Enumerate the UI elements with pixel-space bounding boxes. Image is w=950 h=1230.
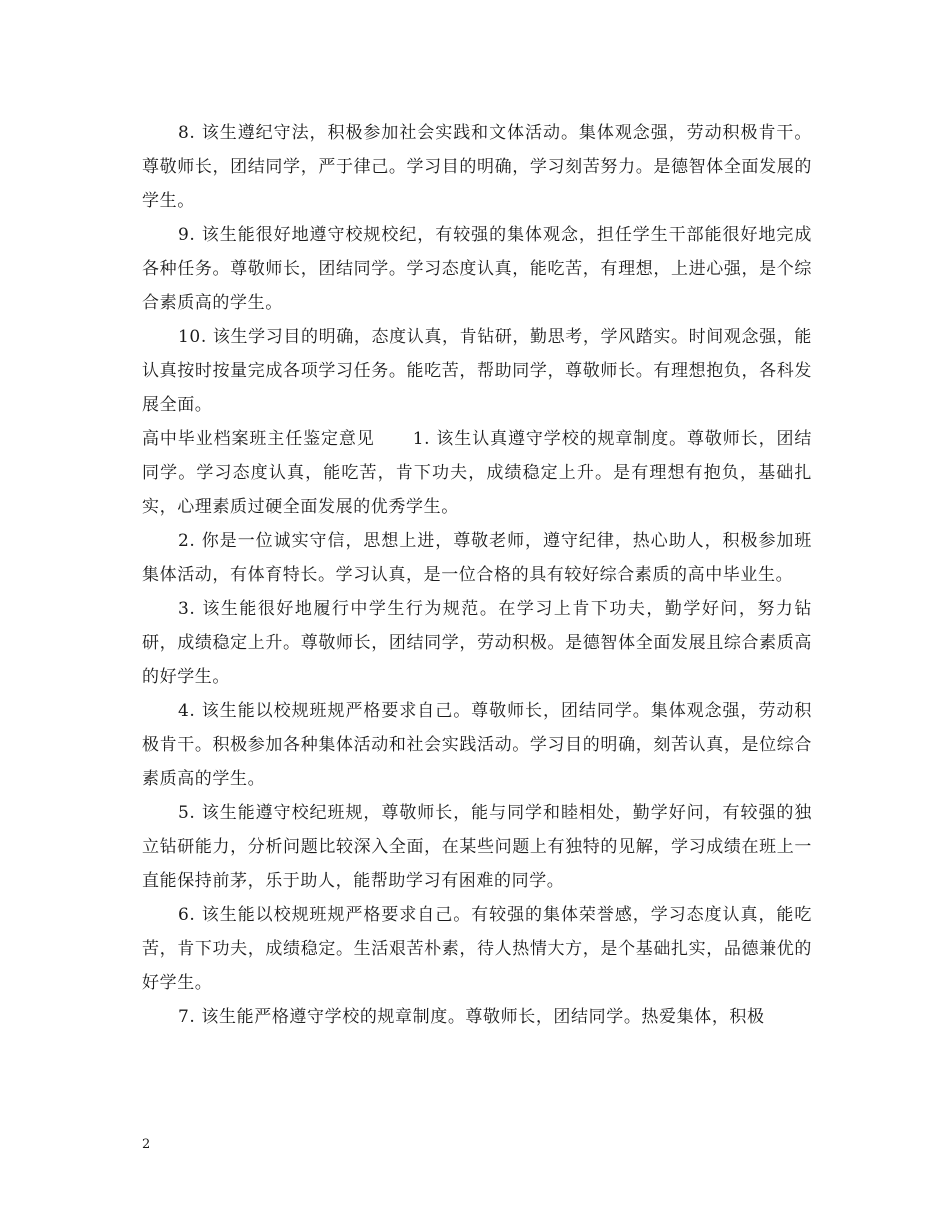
section-paragraph bbox=[142, 422, 812, 524]
paragraph-item-2: 2. 你是一位诚实守信，思想上进，尊敬老师，遵守纪律，热心助人，积极参加班集体活动，有体育特长。学习认真，是一位合格的具有较好综合素质的高中毕业生。 bbox=[142, 531, 812, 585]
section-title: 高中毕业档案班主任鉴定意见 bbox=[142, 429, 375, 449]
paragraph-item-1: 1. 该生认真遵守学校的规章制度。尊敬师长，团结同学。学习态度认真，能吃苦，肯下功夫，成绩稳定上升。是有理想有抱负，基础扎实，心理素质过硬全面发展的优秀学生。 bbox=[142, 429, 812, 517]
paragraph-item-3: 3. 该生能很好地履行中学生行为规范。在学习上肯下功夫，勤学好问，努力钻研，成绩稳定上升。尊敬师长，团结同学，劳动积极。是德智体全面发展且综合素质高的好学生。 bbox=[142, 599, 812, 687]
paragraph-item-9: 9. 该生能很好地遵守校规校纪，有较强的集体观念，担任学生干部能很好地完成各种任务。尊敬师长，团结同学。学习态度认真，能吃苦，有理想，上进心强，是个综合素质高的学生。 bbox=[142, 225, 812, 313]
paragraph-item-10: 10. 该生学习目的明确，态度认真，肯钻研，勤思考，学风踏实。时间观念强，能认真按时按量完成各项学习任务。能吃苦，帮助同学，尊敬师长。有理想抱负，各科发展全面。 bbox=[142, 327, 812, 415]
document-body bbox=[142, 116, 812, 1034]
paragraph-item-6: 6. 该生能以校规班规严格要求自己。有较强的集体荣誉感，学习态度认真，能吃苦，肯下功夫，成绩稳定。生活艰苦朴素，待人热情大方，是个基础扎实，品德兼优的好学生。 bbox=[142, 905, 812, 993]
paragraph-item-8: 8. 该生遵纪守法，积极参加社会实践和文体活动。集体观念强，劳动积极肯干。尊敬师长，团结同学，严于律己。学习目的明确，学习刻苦努力。是德智体全面发展的学生。 bbox=[142, 123, 812, 211]
paragraph-item-5: 5. 该生能遵守校纪班规，尊敬师长，能与同学和睦相处，勤学好问，有较强的独立钻研能力，分析问题比较深入全面，在某些问题上有独特的见解，学习成绩在班上一直能保持前茅，乐于助人，能帮助学习有困难的同学。 bbox=[142, 803, 812, 891]
paragraph-item-7: 7. 该生能严格遵守学校的规章制度。尊敬师长，团结同学。热爱集体，积极 bbox=[178, 1007, 765, 1027]
paragraph-item-4: 4. 该生能以校规班规严格要求自己。尊敬师长，团结同学。集体观念强，劳动积极肯干。积极参加各种集体活动和社会实践活动。学习目的明确，刻苦认真，是位综合素质高的学生。 bbox=[142, 701, 812, 789]
page-number: 2 bbox=[142, 1137, 151, 1152]
